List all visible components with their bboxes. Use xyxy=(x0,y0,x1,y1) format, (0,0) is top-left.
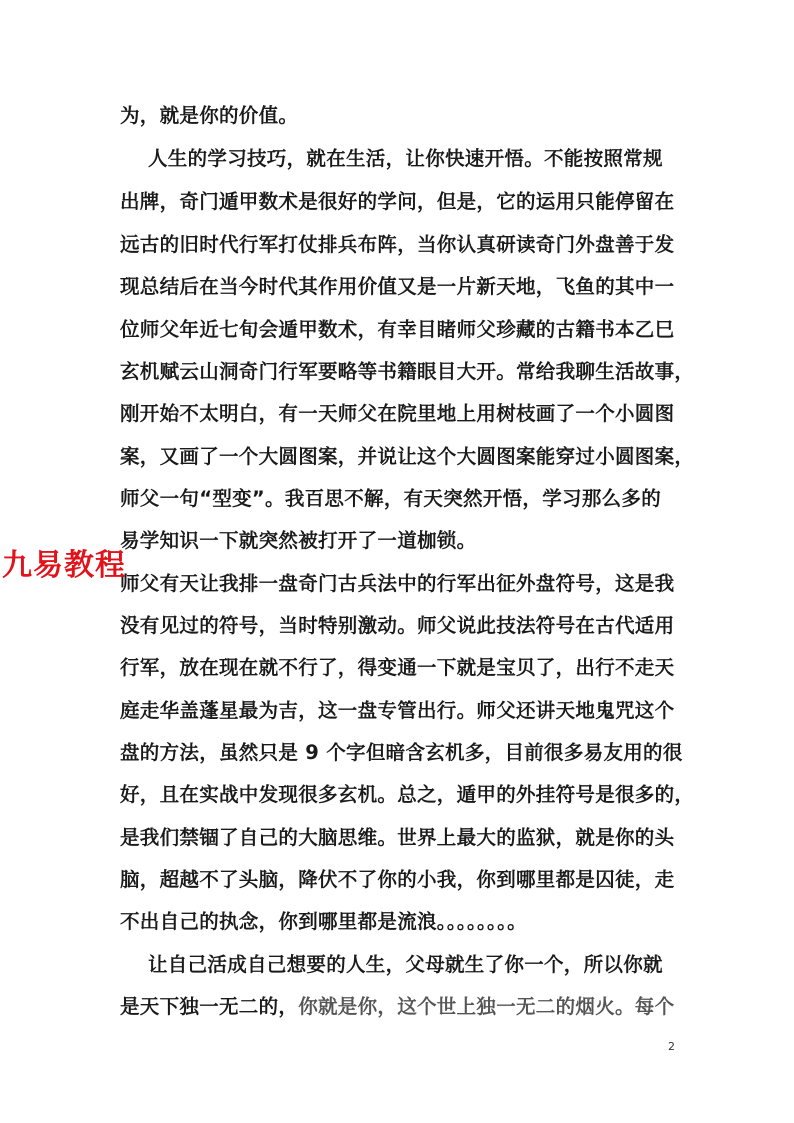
text-line-8: 刚开始不太明白，有一天师父在院里地上用树枝画了一个小圆图 xyxy=(120,402,675,425)
text-line-5: 现总结后在当今时代其作用价值又是一片新天地，飞鱼的其中一 xyxy=(120,275,675,298)
text-line-10: 师父一句“型变”。我百思不解，有天突然开悟，学习那么多的 xyxy=(120,487,662,510)
text-line-20: 不出自己的执念，你到哪里都是流浪。。。。。。。。 xyxy=(120,910,527,933)
text-line-6: 位师父年近七旬会遁甲数术，有幸目睹师父珍藏的古籍书本乙巳 xyxy=(120,318,675,341)
text-line-21: 让自己活成自己想要的人生，父母就生了你一个，所以你就 xyxy=(148,953,663,976)
text-line-11: 易学知识一下就突然被打开了一道枷锁。 xyxy=(120,529,477,552)
text-line-2: 人生的学习技巧，就在生活，让你快速开悟。不能按照常规 xyxy=(148,147,663,170)
text-line-1: 为，就是你的价值。 xyxy=(120,104,299,127)
text-line-7: 玄机赋云山洞奇门行军要略等书籍眼目大开。常给我聊生活故事， xyxy=(120,360,695,383)
text-line-14: 行军，放在现在就不行了，得变通一下就是宝贝了，出行不走天 xyxy=(120,656,675,679)
text-line-16: 盘的方法，虽然只是 9 个字但暗含玄机多，目前很多易友用的很 xyxy=(120,741,683,764)
text-line-19: 脑，超越不了头脑，降伏不了你的小我，你到哪里都是囚徒，走 xyxy=(120,868,675,891)
text-line-22 xyxy=(120,994,674,1020)
text-line-3: 出牌，奇门遁甲数术是很好的学问，但是，它的运用只能停留在 xyxy=(120,190,675,213)
text-line-22-part-2: 你就是你，这个世上独一无二的烟火。每个 xyxy=(298,995,675,1018)
text-line-4: 远古的旧时代行军打仗排兵布阵，当你认真研读奇门外盘善于发 xyxy=(120,233,675,256)
text-line-22-part-1: 是天下独一无二的， xyxy=(120,995,299,1018)
text-line-13: 没有见过的符号，当时特别激动。师父说此技法符号在古代适用 xyxy=(120,614,675,637)
text-line-18: 是我们禁锢了自己的大脑思维。世界上最大的监狱，就是你的头 xyxy=(120,826,675,849)
text-line-17: 好，且在实战中发现很多玄机。总之，遁甲的外挂符号是很多的， xyxy=(120,783,695,806)
page-number: 2 xyxy=(668,1040,675,1053)
text-line-9: 案，又画了一个大圆图案，并说让这个大圆图案能穿过小圆图案， xyxy=(120,445,695,468)
text-line-15: 庭走华盖蓬星最为吉，这一盘专管出行。师父还讲天地鬼咒这个 xyxy=(120,699,675,722)
text-line-12: 师父有天让我排一盘奇门古兵法中的行军出征外盘符号，这是我 xyxy=(120,572,675,595)
watermark-logo: 九易教程 xyxy=(2,548,126,583)
